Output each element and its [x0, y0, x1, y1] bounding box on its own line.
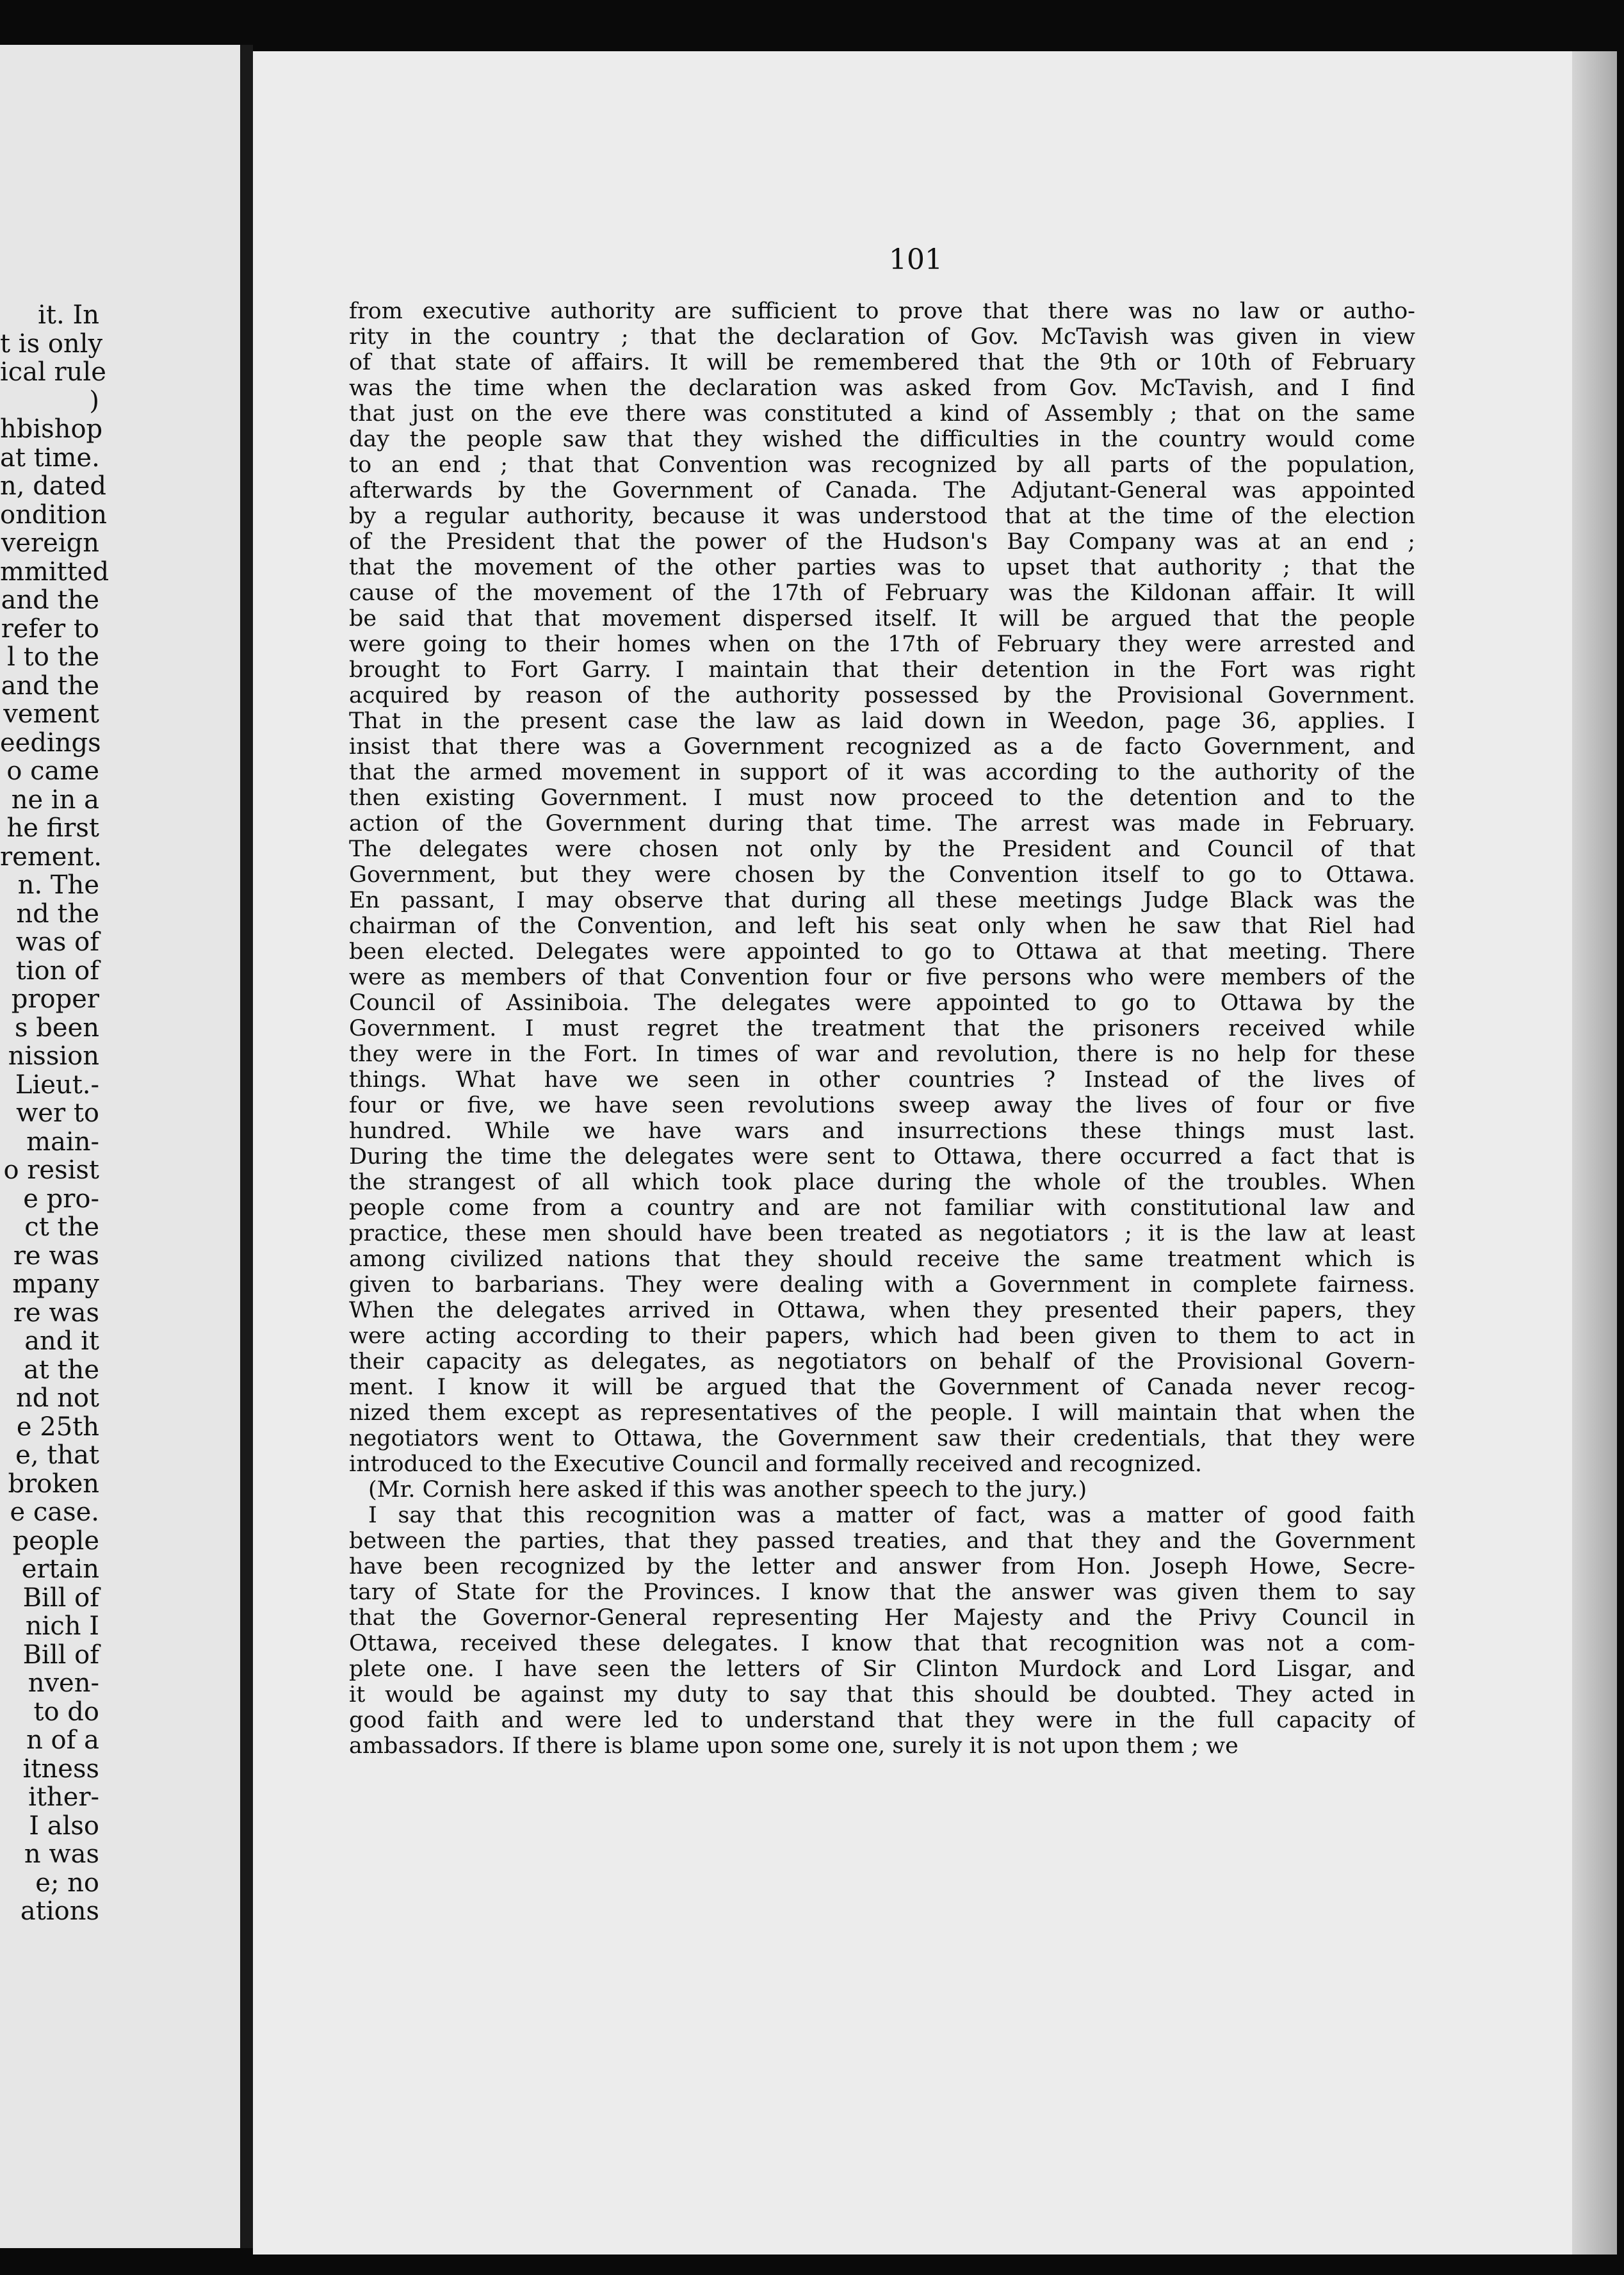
left-fragment-line: n. The: [17, 870, 99, 900]
text-line: were acting according to their papers, which had been given to them to act in: [349, 1323, 1415, 1349]
text-line: from executive authority are sufficient to prove that there was no law or autho-: [349, 298, 1415, 324]
text-line: ambassadors. If there is blame upon some one, surely it is not upon them ; we: [349, 1733, 1238, 1759]
left-fragment-line: broken: [8, 1469, 99, 1499]
text-line: Ottawa, received these delegates. I know that that recognition was not a com-: [349, 1631, 1415, 1656]
left-fragment-line: and it: [24, 1326, 99, 1356]
left-fragment-line: nd not: [16, 1383, 99, 1413]
left-fragment-line: nven-: [28, 1668, 99, 1698]
text-line: day the people saw that they wished the difficulties in the country would come: [349, 427, 1415, 452]
left-page-text: [0, 300, 110, 1926]
text-line: hundred. While we have wars and insurrections these things must last.: [349, 1118, 1415, 1144]
text-line: (Mr. Cornish here asked if this was another speech to the jury.): [368, 1477, 1087, 1503]
text-line: insist that there was a Government recognized as a de facto Government, and: [349, 734, 1415, 760]
page-gutter: [240, 45, 253, 2248]
text-line: Council of Assiniboia. The delegates were appointed to go to Ottawa by the: [349, 990, 1415, 1016]
text-line: The delegates were chosen not only by the President and Council of that: [349, 836, 1415, 862]
left-fragment-line: mmitted: [0, 557, 110, 587]
text-line: During the time the delegates were sent to Ottawa, there occurred a fact that is: [349, 1144, 1415, 1170]
page-number: 101: [889, 243, 943, 276]
text-line: Government, but they were chosen by the Convention itself to go to Ottawa.: [349, 862, 1415, 888]
text-line: then existing Government. I must now proceed to the detention and to the: [349, 785, 1415, 811]
left-fragment-line: o came: [6, 756, 99, 786]
text-line: negotiators went to Ottawa, the Government saw their credentials, that they were: [349, 1426, 1415, 1451]
left-fragment-line: e; no: [35, 1868, 99, 1898]
left-fragment-line: tion of: [15, 956, 99, 986]
text-line: between the parties, that they passed treaties, and that they and the Government: [349, 1528, 1415, 1554]
text-line: that the armed movement in support of it was according to the authority of the: [349, 760, 1415, 785]
left-fragment-line: n of a: [26, 1725, 99, 1755]
left-fragment-line: was of: [15, 927, 99, 957]
text-line: rity in the country ; that the declaration of Gov. McTavish was given in view: [349, 324, 1415, 350]
text-line: it would be against my duty to say that this should be doubted. They acted in: [349, 1682, 1415, 1708]
text-line: things. What have we seen in other countries ? Instead of the lives of: [349, 1067, 1415, 1093]
text-line: that the Governor-General representing Her Majesty and the Privy Council in: [349, 1605, 1415, 1631]
left-fragment-line: ical rule: [0, 357, 106, 387]
left-fragment-line: eedings: [0, 728, 101, 758]
left-fragment-line: s been: [15, 1013, 99, 1043]
left-fragment-line: Bill of: [22, 1640, 99, 1670]
text-line: plete one. I have seen the letters of Sir Clinton Murdock and Lord Lisgar, and: [349, 1656, 1415, 1682]
left-fragment-line: hbishop: [0, 414, 103, 444]
text-line: be said that that movement dispersed itself. It will be argued that the people: [349, 606, 1415, 632]
text-line: action of the Government during that time. The arrest was made in February.: [349, 811, 1415, 836]
left-fragment-line: ither-: [28, 1782, 99, 1812]
text-line: introduced to the Executive Council and formally received and recognized.: [349, 1451, 1203, 1477]
text-line: tary of State for the Provinces. I know that the answer was given them to say: [349, 1579, 1415, 1605]
text-line: cause of the movement of the 17th of February was the Kildonan affair. It will: [349, 580, 1415, 606]
left-fragment-line: nich I: [25, 1611, 99, 1641]
left-fragment-line: refer to: [1, 614, 99, 644]
left-fragment-line: itness: [22, 1754, 99, 1784]
text-line: were going to their homes when on the 17th of February they were arrested and: [349, 632, 1415, 657]
left-fragment-line: ertain: [21, 1554, 99, 1584]
left-fragment-line: to do: [33, 1697, 99, 1727]
left-fragment-line: nd the: [16, 899, 99, 929]
left-fragment-line: o resist: [3, 1155, 99, 1185]
left-fragment-line: vereign: [1, 528, 99, 558]
left-fragment-line: rement.: [0, 842, 102, 872]
text-line: of the President that the power of the Hudson's Bay Company was at an end ;: [349, 529, 1415, 555]
text-line: their capacity as delegates, as negotiators on behalf of the Provisional Govern-: [349, 1349, 1415, 1374]
left-fragment-line: n, dated: [0, 471, 106, 501]
left-fragment-line: it. In: [38, 300, 99, 330]
text-line: of that state of affairs. It will be remembered that the 9th or 10th of February: [349, 350, 1415, 375]
left-fragment-line: e, that: [15, 1440, 99, 1470]
left-fragment-line: e pro-: [23, 1184, 99, 1214]
text-line: That in the present case the law as laid down in Weedon, page 36, applies. I: [349, 708, 1415, 734]
text-line: the strangest of all which took place during the whole of the troubles. When: [349, 1170, 1415, 1195]
left-fragment-line: re was: [13, 1298, 99, 1328]
text-line: When the delegates arrived in Ottawa, when they presented their papers, they: [349, 1298, 1415, 1323]
left-fragment-line: at time.: [0, 443, 100, 473]
text-line: good faith and were led to understand that they were in the full capacity of: [349, 1708, 1415, 1733]
text-line: nized them except as representatives of the people. I will maintain that when the: [349, 1400, 1415, 1426]
text-line: acquired by reason of the authority possessed by the Provisional Government.: [349, 683, 1415, 708]
left-fragment-line: e case.: [10, 1497, 99, 1527]
left-fragment-line: he first: [6, 813, 99, 843]
right-page: [253, 51, 1617, 2255]
text-line: chairman of the Convention, and left his seat only when he saw that Riel had: [349, 913, 1415, 939]
left-fragment-line: and the: [1, 585, 99, 615]
left-fragment-line: main-: [26, 1127, 99, 1157]
left-fragment-line: at the: [23, 1355, 99, 1385]
text-line: En passant, I may observe that during all these meetings Judge Black was the: [349, 888, 1415, 913]
text-line: afterwards by the Government of Canada. The Adjutant-General was appointed: [349, 478, 1415, 503]
left-fragment-line: vement: [3, 699, 99, 729]
left-fragment-line: Bill of: [22, 1583, 99, 1613]
left-fragment-line: ct the: [24, 1212, 99, 1242]
left-page-fragment: [0, 45, 240, 2248]
left-fragment-line: t is only: [0, 329, 103, 359]
text-line: that the movement of the other parties was to upset that authority ; that the: [349, 555, 1415, 580]
text-line: were as members of that Convention four or five persons who were members of the: [349, 965, 1415, 990]
left-fragment-line: ations: [20, 1896, 99, 1926]
left-fragment-line: ondition: [0, 500, 107, 530]
left-fragment-line: Lieut.-: [15, 1070, 99, 1100]
text-line: have been recognized by the letter and answer from Hon. Joseph Howe, Secre-: [349, 1554, 1415, 1579]
text-line: among civilized nations that they should receive the same treatment which is: [349, 1246, 1415, 1272]
text-line: people come from a country and are not familiar with constitutional law and: [349, 1195, 1415, 1221]
left-fragment-line: I also: [29, 1811, 99, 1841]
left-fragment-line: mpany: [12, 1269, 99, 1299]
left-fragment-line: re was: [13, 1241, 99, 1271]
text-line: ment. I know it will be argued that the Government of Canada never recog-: [349, 1374, 1415, 1400]
text-line: by a regular authority, because it was understood that at the time of the election: [349, 503, 1415, 529]
text-line: four or five, we have seen revolutions sweep away the lives of four or five: [349, 1093, 1415, 1118]
text-line: they were in the Fort. In times of war and revolution, there is no help for these: [349, 1041, 1415, 1067]
text-line: given to barbarians. They were dealing with a Government in complete fairness.: [349, 1272, 1415, 1298]
left-fragment-line: and the: [1, 671, 99, 701]
left-fragment-line: proper: [11, 984, 99, 1014]
left-fragment-line: nission: [8, 1041, 99, 1071]
text-line: that just on the eve there was constituted a kind of Assembly ; that on the same: [349, 401, 1415, 427]
text-line: Government. I must regret the treatment that the prisoners received while: [349, 1016, 1415, 1041]
left-fragment-line: l to the: [7, 642, 99, 672]
left-fragment-line: people: [12, 1526, 99, 1556]
text-line: was the time when the declaration was asked from Gov. McTavish, and I find: [349, 375, 1415, 401]
text-line: been elected. Delegates were appointed to go to Ottawa at that meeting. There: [349, 939, 1415, 965]
left-fragment-line: ne in a: [11, 785, 99, 815]
text-line: I say that this recognition was a matter of fact, was a matter of good faith: [368, 1503, 1415, 1528]
left-fragment-line: e 25th: [16, 1412, 99, 1442]
text-line: practice, these men should have been treated as negotiators ; it is the law at least: [349, 1221, 1415, 1246]
text-line: to an end ; that that Convention was recognized by all parts of the population,: [349, 452, 1415, 478]
text-line: brought to Fort Garry. I maintain that their detention in the Fort was right: [349, 657, 1415, 683]
left-fragment-line: n was: [24, 1839, 99, 1869]
body-text: [349, 298, 1415, 1759]
left-fragment-line: wer to: [16, 1098, 99, 1128]
left-fragment-line: ): [89, 386, 99, 416]
page-edge: [1572, 51, 1617, 2255]
